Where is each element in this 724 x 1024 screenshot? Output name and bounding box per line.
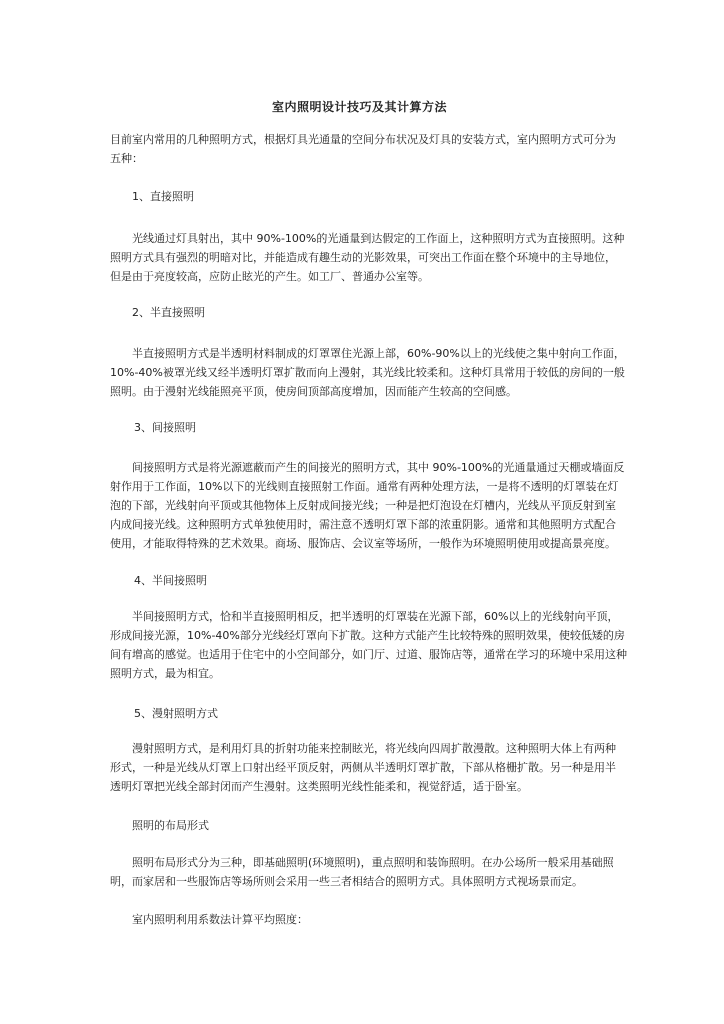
paragraph-line: 内成间接光线。这种照明方式单独使用时，需注意不透明灯罩下部的浓重阴影。通常和其他照明方式配合	[110, 518, 616, 531]
paragraph-line: 半直接照明方式是半透明材料制成的灯罩罩住光源上部，60%-90%以上的光线使之集中射向工作面，	[132, 347, 625, 360]
intro-line: 目前室内常用的几种照明方式，根据灯具光通量的空间分布状况及灯具的安装方式，室内照明方式可分为	[110, 133, 616, 146]
paragraph-line: 照明。由于漫射光线能照亮平顶，使房间顶部高度增加，因而能产生较高的空间感。	[110, 385, 517, 398]
section-heading-semi-indirect-lighting: 4、半间接照明	[134, 574, 207, 587]
paragraph-line: 照明方式具有强烈的明暗对比，并能造成有趣生动的光影效果，可突出工作面在整个环境中的主导地位，	[110, 251, 616, 264]
section-heading-illuminance-calculation: 室内照明利用系数法计算平均照度：	[132, 913, 308, 926]
intro-line: 五种：	[110, 152, 143, 165]
section-heading-diffuse-lighting: 5、漫射照明方式	[134, 707, 218, 720]
intro-paragraph	[110, 130, 630, 168]
paragraph-line: 但是由于亮度较高，应防止眩光的产生。如工厂、普通办公室等。	[110, 270, 429, 283]
paragraph-line: 形式，一种是光线从灯罩上口射出经平顶反射，两侧从半透明灯罩扩散，下部从格栅扩散。另一种是用半	[110, 761, 616, 774]
paragraph-line: 使用，才能取得特殊的艺术效果。商场、服饰店、会议室等场所，一般作为环境照明使用或提高景亮度。	[110, 537, 616, 550]
paragraph-line: 光线通过灯具射出，其中 90%-100%的光通量到达假定的工作面上，这种照明方式为直接照明。这种	[132, 232, 625, 245]
section-paragraph-diffuse-lighting	[110, 739, 630, 796]
paragraph-line: 照明布局形式分为三种，即基础照明(环境照明)，重点照明和装饰照明。在办公场所一般采用基础照	[132, 856, 614, 869]
paragraph-line: 10%-40%被罩光线又经半透明灯罩扩散而向上漫射，其光线比较柔和。这种灯具常用于较低的房间的一般	[110, 366, 625, 379]
paragraph-line: 形成间接光源，10%-40%部分光线经灯罩向下扩散。这种方式能产生比较特殊的照明效果，使较低矮的房	[110, 629, 625, 642]
section-heading-layout-forms: 照明的布局形式	[132, 819, 209, 832]
section-paragraph-semi-direct-lighting	[110, 344, 630, 401]
paragraph-line: 间有增高的感觉。也适用于住宅中的小空间部分，如门厅、过道、服饰店等，通常在学习的环境中采用这种	[110, 648, 627, 661]
section-heading-direct-lighting: 1、直接照明	[132, 190, 194, 203]
paragraph-line: 射作用于工作面，10%以下的光线则直接照射工作面。通常有两种处理方法，一是将不透明的灯罩装在灯	[110, 480, 619, 493]
section-heading-semi-direct-lighting: 2、半直接照明	[132, 306, 205, 319]
paragraph-line: 泡的下部，光线射向平顶或其他物体上反射成间接光线；一种是把灯泡设在灯槽内，光线从平顶反射到室	[110, 499, 616, 512]
section-paragraph-layout-forms	[110, 853, 630, 891]
paragraph-line: 明，而家居和一些服饰店等场所则会采用一些三者相结合的照明方式。具体照明方式视场景而定。	[110, 875, 583, 888]
paragraph-line: 透明灯罩把光线全部封闭而产生漫射。这类照明光线性能柔和，视觉舒适，适于卧室。	[110, 780, 528, 793]
paragraph-line: 半间接照明方式，恰和半直接照明相反，把半透明的灯罩装在光源下部，60%以上的光线射向平顶，	[132, 610, 619, 623]
section-paragraph-indirect-lighting	[110, 458, 630, 553]
paragraph-line: 漫射照明方式，是利用灯具的折射功能来控制眩光，将光线向四周扩散漫散。这种照明大体上有两种	[132, 742, 616, 755]
paragraph-line: 间接照明方式是将光源遮蔽而产生的间接光的照明方式，其中 90%-100%的光通量通过天棚或墙面反	[132, 461, 625, 474]
paragraph-line: 照明方式，最为相宜。	[110, 667, 220, 680]
section-paragraph-semi-indirect-lighting	[110, 607, 630, 683]
section-paragraph-direct-lighting	[110, 229, 630, 286]
section-heading-indirect-lighting: 3、间接照明	[134, 421, 196, 434]
document-title: 室内照明设计技巧及其计算方法	[272, 100, 448, 114]
